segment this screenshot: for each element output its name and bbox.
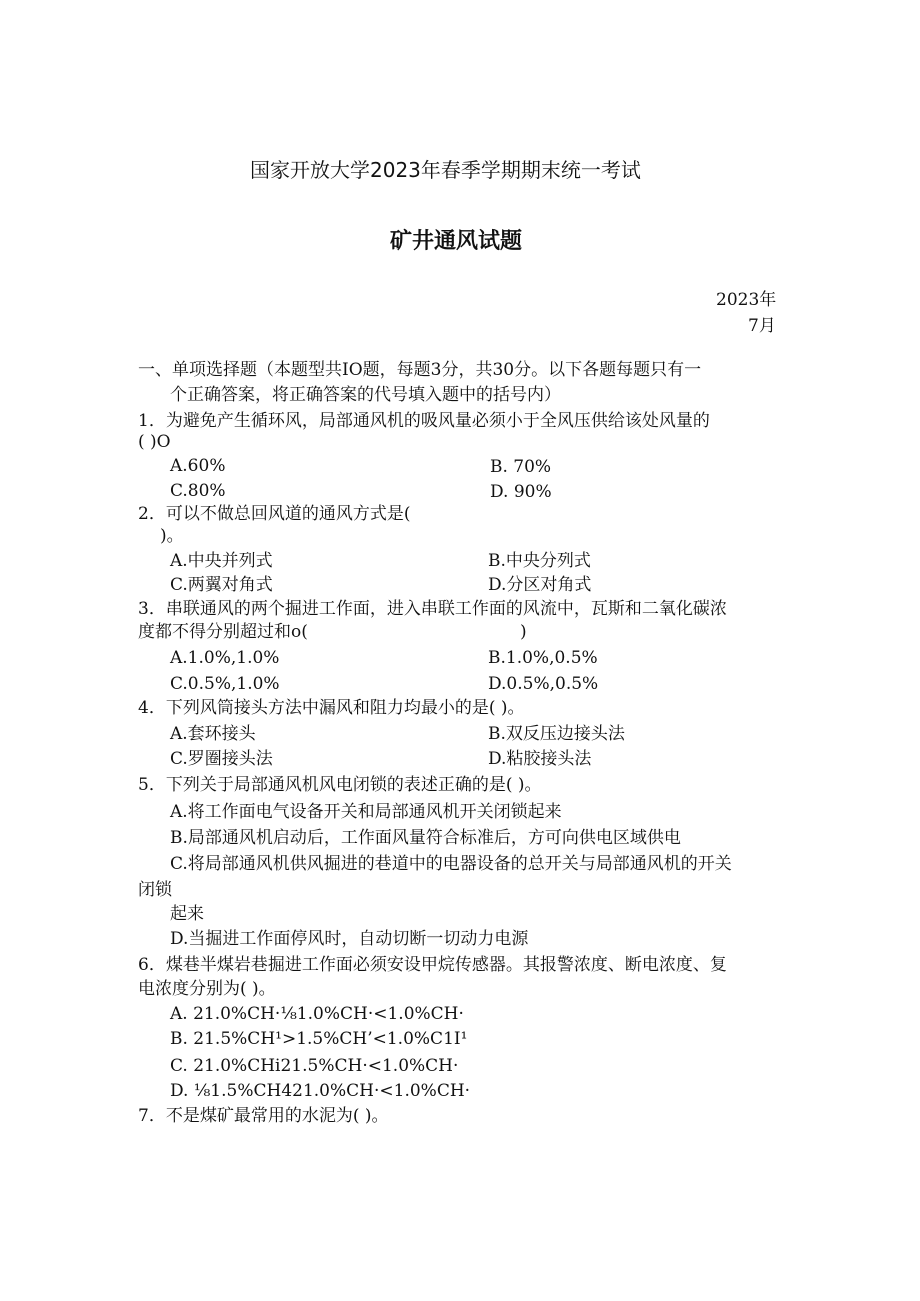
q3-option-a: A.1.0%,1.0% — [170, 648, 280, 668]
q5-option-a: A.将工作面电气设备开关和局部通风机开关闭锁起来 — [170, 802, 562, 822]
q6-option-a: A. 21.0%CH·⅛1.0%CH·<1.0%CH· — [170, 1004, 464, 1024]
question-2: 2．可以不做总回风道的通风方式是( — [138, 504, 411, 524]
question-2-cont: )。 — [160, 526, 184, 546]
q6-option-b: B. 21.5%CH¹>1.5%CH’<1.0%C1I¹ — [170, 1029, 468, 1049]
q4-option-b: B.双反压边接头法 — [488, 724, 625, 744]
section-heading: 一、单项选择题（本题型共IO题，每题3分，共30分。以下各题每题只有一 — [138, 360, 702, 380]
q1-option-b: B. 70% — [490, 457, 552, 477]
q2-option-b: B.中央分列式 — [488, 551, 591, 571]
exam-month: 7月 — [748, 316, 776, 336]
q1-option-c: C.80% — [170, 481, 226, 501]
q5-option-c-cont: 闭锁 — [138, 880, 172, 900]
q3-option-d: D.0.5%,0.5% — [488, 674, 599, 694]
q4-option-d: D.粘胶接头法 — [488, 749, 592, 769]
q3-option-c: C.0.5%,1.0% — [170, 674, 280, 694]
q3-option-b: B.1.0%,0.5% — [488, 648, 598, 668]
question-6-cont: 电浓度分别为( )。 — [138, 979, 276, 999]
question-3: 3．串联通风的两个掘进工作面，进入串联工作面的风流中，瓦斯和二氧化碳浓 — [138, 599, 727, 619]
question-7: 7．不是煤矿最常用的水泥为( )。 — [138, 1106, 389, 1126]
q5-option-d: D.当掘进工作面停风时，自动切断一切动力电源 — [170, 929, 529, 949]
question-6: 6．煤巷半煤岩巷掘进工作面必须安设甲烷传感器。其报警浓度、断电浓度、复 — [138, 955, 727, 975]
q1-option-a: A.60% — [170, 456, 226, 476]
q2-option-a: A.中央并列式 — [170, 551, 273, 571]
section-instructions: 个正确答案，将正确答案的代号填入题中的括号内） — [170, 385, 561, 405]
q4-option-c: C.罗圈接头法 — [170, 749, 273, 769]
question-5: 5．下列关于局部通风机风电闭锁的表述正确的是( )。 — [138, 775, 542, 795]
question-3-cont: 度都不得分别超过和o( — [138, 622, 308, 642]
course-title: 矿井通风试题 — [390, 229, 523, 254]
question-1: 1．为避免产生循环风，局部通风机的吸风量必须小于全风压供给该处风量的 — [138, 411, 710, 431]
q5-option-c-cont2: 起来 — [170, 904, 204, 924]
q4-option-a: A.套环接头 — [170, 724, 256, 744]
question-4: 4．下列风筒接头方法中漏风和阻力均最小的是( )。 — [138, 698, 525, 718]
q6-option-c: C. 21.0%CHi21.5%CH·<1.0%CH· — [170, 1056, 459, 1076]
question-3-bracket: ) — [520, 622, 527, 642]
q5-option-c: C.将局部通风机供风掘进的巷道中的电器设备的总开关与局部通风机的开关 — [170, 854, 732, 874]
q2-option-d: D.分区对角式 — [488, 575, 592, 595]
exam-title: 国家开放大学2023年春季学期期末统一考试 — [250, 158, 641, 182]
q2-option-c: C.两翼对角式 — [170, 575, 273, 595]
q6-option-d: D. ⅛1.5%CH421.0%CH·<1.0%CH· — [170, 1081, 471, 1101]
exam-year: 2023年 — [716, 290, 777, 310]
q5-option-b: B.局部通风机启动后，工作面风量符合标准后，方可向供电区域供电 — [170, 828, 681, 848]
question-1-cont: ( )O — [138, 432, 171, 452]
q1-option-d: D. 90% — [490, 482, 552, 502]
